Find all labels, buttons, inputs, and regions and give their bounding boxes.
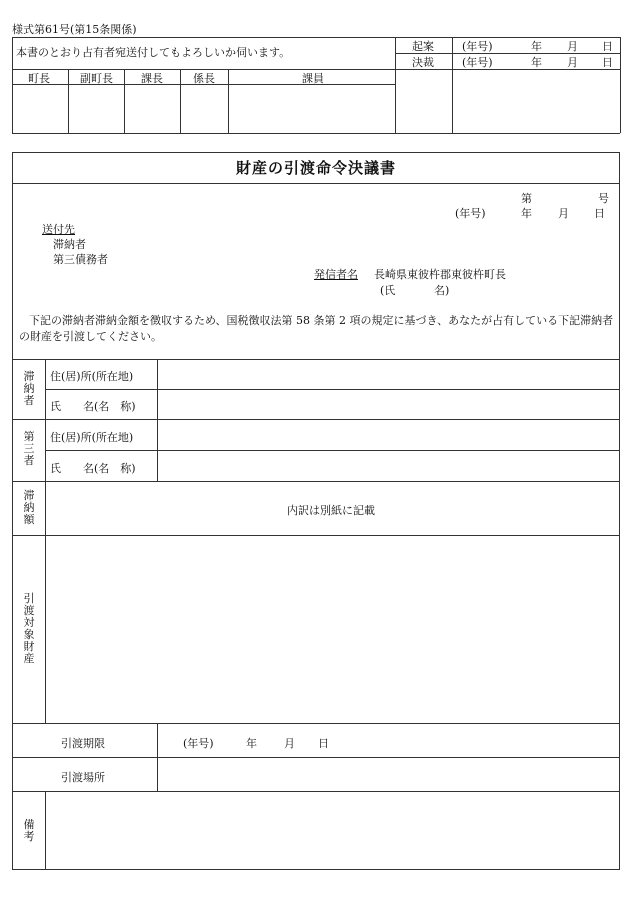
- number-suffix: 号: [598, 192, 609, 205]
- amount-value: 内訳は別紙に記載: [287, 504, 375, 517]
- decision-label: 決裁: [412, 56, 434, 69]
- col-deputy-mayor: 副町長: [80, 72, 113, 85]
- deadline-month: 月: [284, 737, 295, 750]
- draft-label: 起案: [412, 40, 434, 53]
- third-party-address-label: 住(居)所(所在地): [50, 431, 134, 444]
- deadline-year: 年: [246, 737, 257, 750]
- decision-day: 日: [602, 56, 613, 69]
- remarks-label: 備考: [23, 818, 35, 843]
- issuer-label: 発信者名: [314, 268, 358, 281]
- third-party-name-label: 氏 名(名 称): [50, 462, 136, 475]
- deadline-day: 日: [318, 737, 329, 750]
- draft-month: 月: [567, 40, 578, 53]
- order-form: [12, 152, 620, 870]
- request-text: 本書のとおり占有者宛送付してもよろしいか伺います。: [16, 46, 291, 59]
- decision-era: (年号): [462, 56, 493, 69]
- recipient-delinquent: 滞納者: [53, 238, 86, 251]
- deadline-era: (年号): [183, 737, 214, 750]
- amount-label: 滞納額: [23, 489, 35, 526]
- deadline-label: 引渡期限: [61, 737, 105, 750]
- place-label: 引渡場所: [61, 771, 105, 784]
- property-label: 引渡対象財産: [23, 592, 35, 665]
- col-section-chief: 課長: [141, 72, 163, 85]
- document-title: 財産の引渡命令決議書: [13, 153, 619, 184]
- delinquent-label: 滞納者: [23, 370, 35, 407]
- col-unit-chief: 係長: [193, 72, 215, 85]
- draft-day: 日: [602, 40, 613, 53]
- issuer-name: 長崎県東彼杵郡東彼杵町長: [374, 268, 506, 281]
- draft-year: 年: [531, 40, 542, 53]
- col-mayor: 町長: [28, 72, 50, 85]
- delinquent-address-label: 住(居)所(所在地): [50, 370, 134, 383]
- recipient-label: 送付先: [42, 223, 75, 236]
- issuer-seal-close: 名): [434, 284, 450, 297]
- col-staff: 課員: [302, 72, 324, 85]
- form-number: 様式第61号(第15条関係): [12, 23, 137, 36]
- body-text: 下記の滞納者滞納金額を徴収するため、国税徴収法第 58 条第 2 項の規定に基づき、あなたが占有している下記滞納者の財産を引渡してください。: [19, 314, 614, 343]
- date-month: 月: [558, 207, 569, 220]
- number-prefix: 第: [521, 192, 532, 205]
- decision-year: 年: [531, 56, 542, 69]
- recipient-third-debtor: 第三債務者: [53, 253, 108, 266]
- date-era: (年号): [455, 207, 486, 220]
- decision-month: 月: [567, 56, 578, 69]
- delinquent-name-label: 氏 名(名 称): [50, 400, 136, 413]
- third-party-label: 第三者: [23, 430, 35, 467]
- date-day: 日: [594, 207, 605, 220]
- issuer-seal-open: (氏: [380, 284, 396, 297]
- draft-era: (年号): [462, 40, 493, 53]
- date-year: 年: [521, 207, 532, 220]
